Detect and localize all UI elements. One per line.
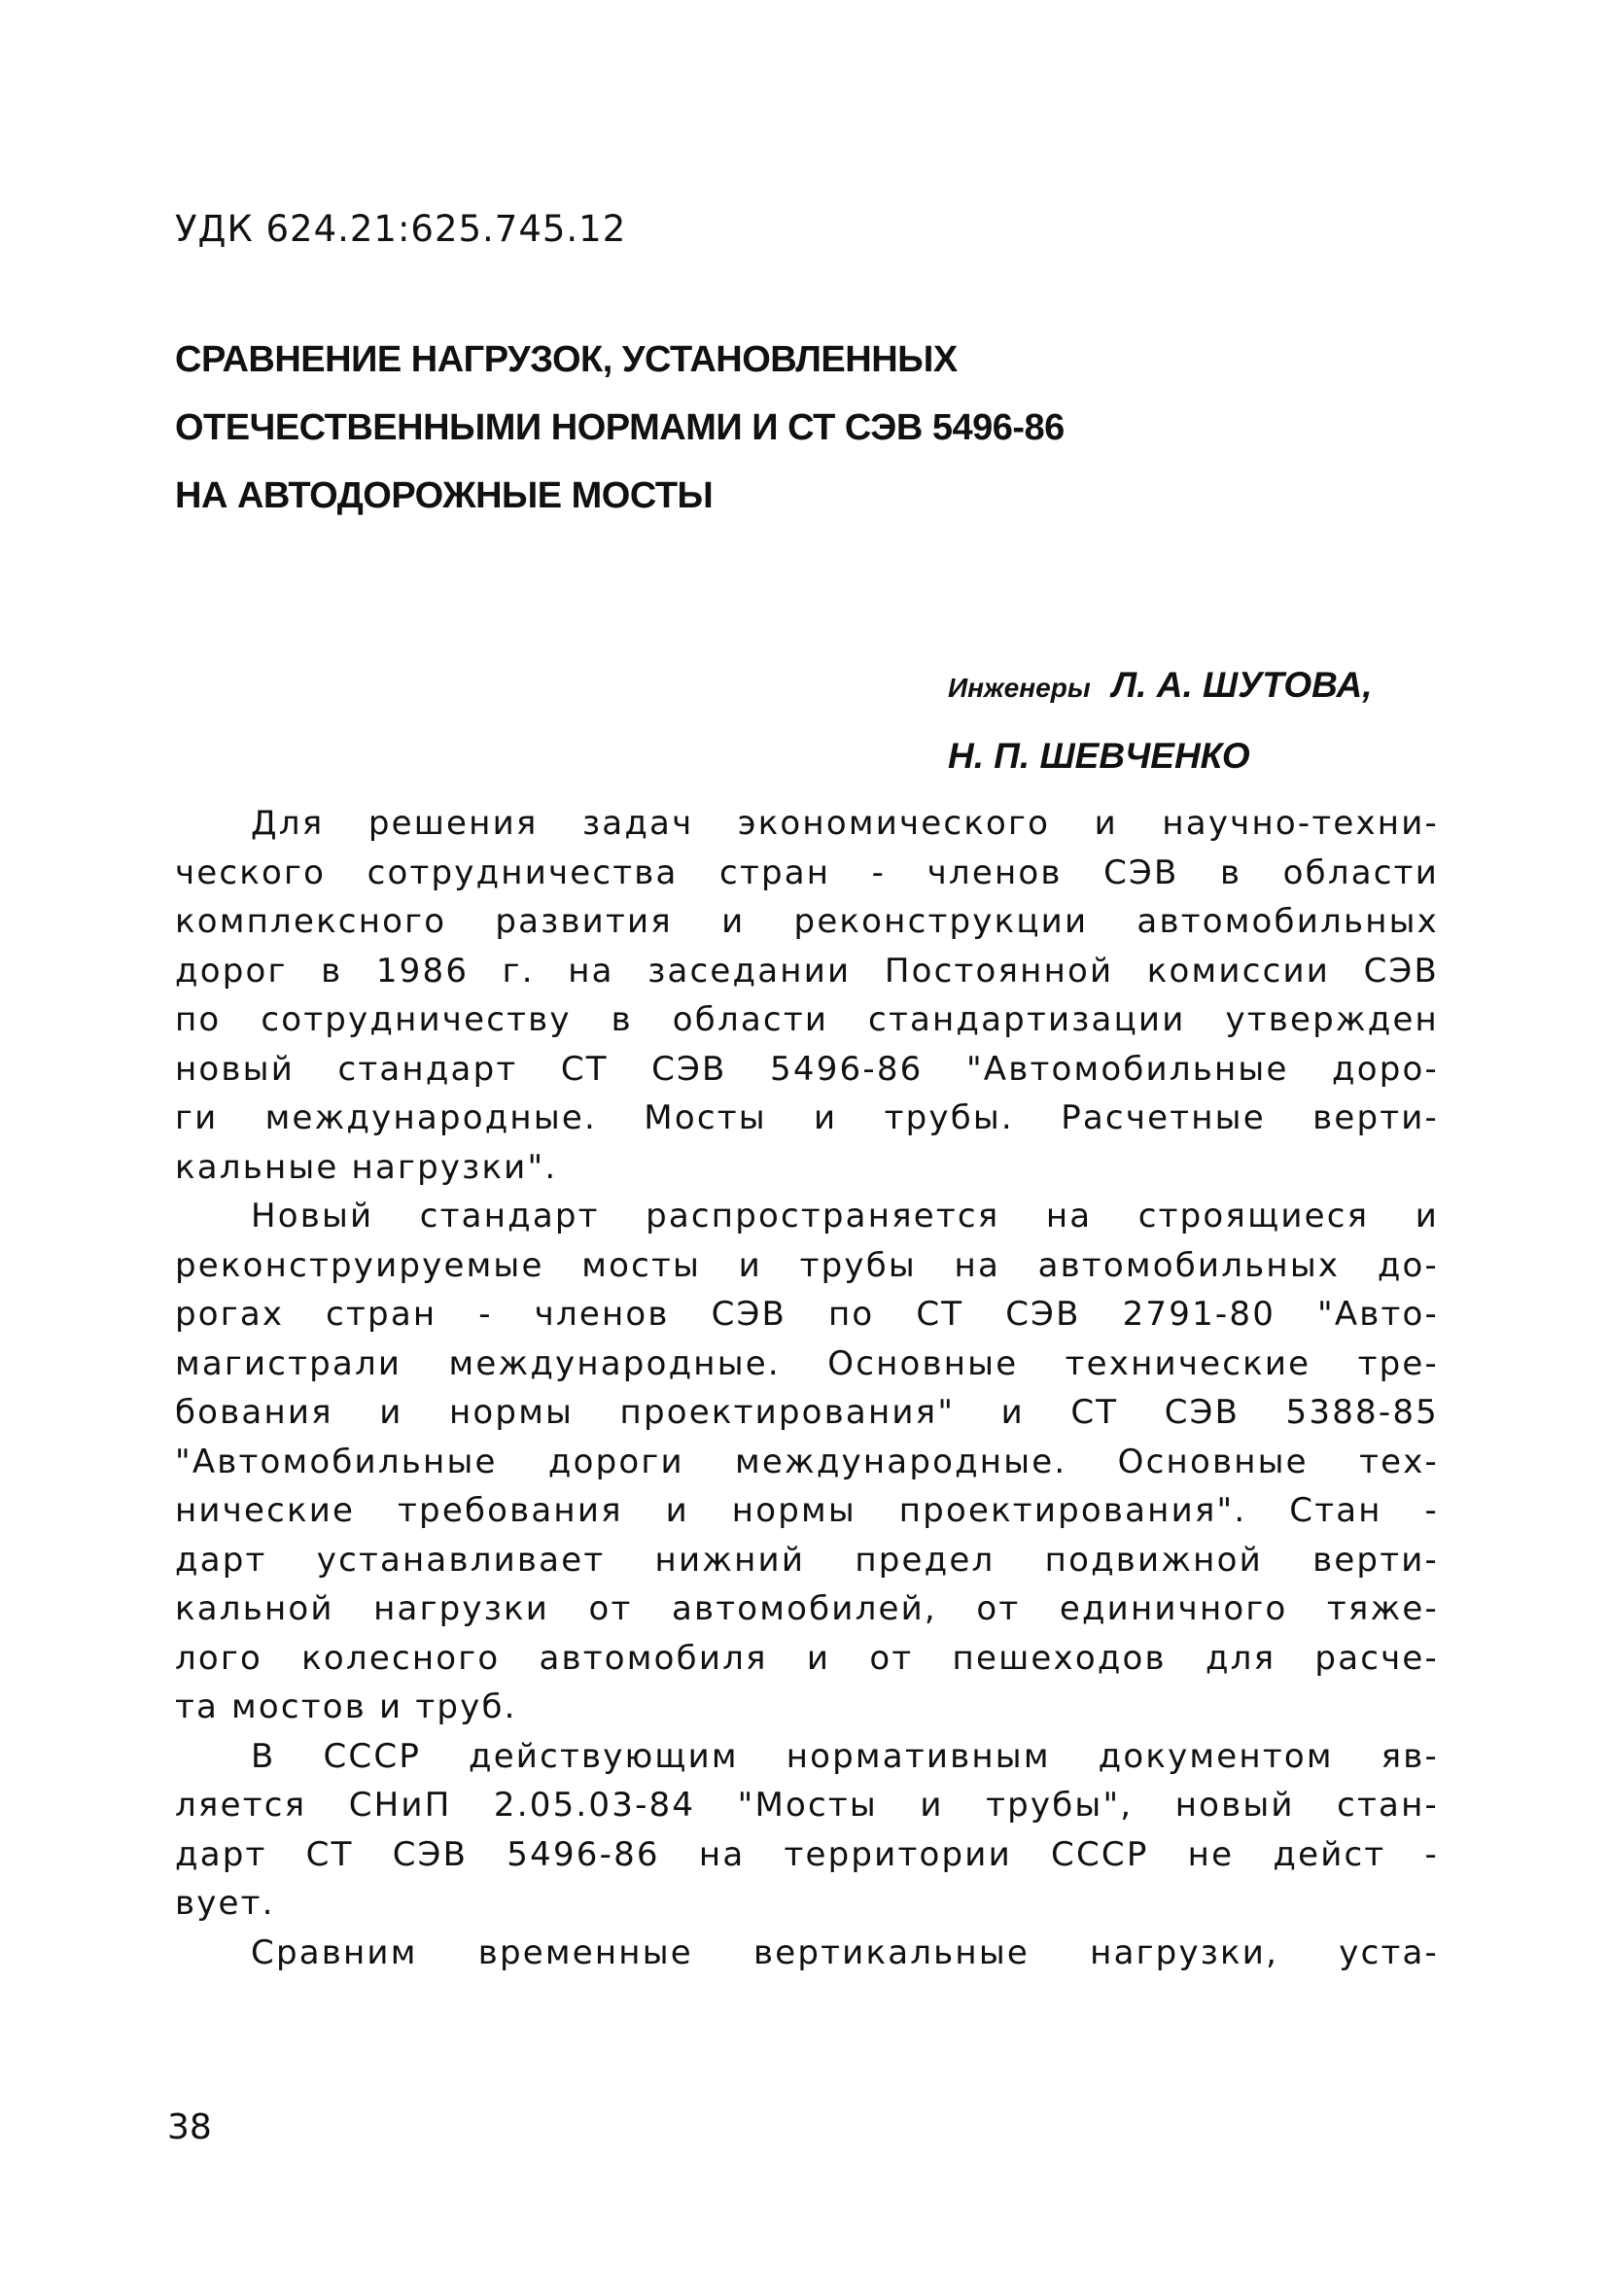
author-name-2: Н. П. ШЕВЧЕНКО [948,736,1250,776]
title-line: ОТЕЧЕСТВЕННЫМИ НОРМАМИ И СТ СЭВ 5496-86 [175,407,1065,448]
title-line: НА АВТОДОРОЖНЫЕ МОСТЫ [175,475,714,516]
page-number: 38 [167,2107,212,2147]
article-title [175,326,1244,530]
body-line: лого колесного автомобиля и от пешеходов для расче- [175,1638,1439,1678]
body-line: Сравним временные вертикальные нагрузки, уста- [251,1932,1439,1972]
body-line: нические требования и нормы проектирования". Стан - [175,1491,1439,1530]
body-line: дарт устанавливает нижний предел подвижной верти- [175,1540,1439,1580]
udk-code: УДК 624.21:625.745.12 [175,208,627,250]
body-line: вует. [175,1884,275,1923]
author-role: Инженеры [948,673,1091,703]
body-line: Новый стандарт распространяется на строящиеся и [251,1197,1439,1235]
author-line-1 [948,651,1373,722]
body-line: ческого сотрудничества стран - членов СЭВ в области [175,852,1439,892]
body-line: кальной нагрузки от автомобилей, от единичного тяже- [175,1589,1439,1628]
body-line: новый стандарт СТ СЭВ 5496-86 "Автомобильные доро- [175,1049,1439,1089]
authors-block [948,651,1373,790]
body-line: та мостов и труб. [175,1687,517,1726]
article-body [175,799,1439,1977]
body-line: В СССР действующим нормативным документом яв- [251,1736,1439,1776]
body-line: Для решения задач экономического и научно-техни- [251,804,1439,843]
body-line: по сотрудничеству в области стандартизации утвержден [175,1000,1439,1039]
body-line: магистрали международные. Основные технические тре- [175,1343,1439,1383]
body-line: реконструируемые мосты и трубы на автомобильных до- [175,1245,1439,1285]
body-line: дорог в 1986 г. на заседании Постоянной комиссии СЭВ [175,951,1439,991]
body-line: рогах стран - членов СЭВ по СТ СЭВ 2791-80 "Авто- [175,1295,1439,1334]
title-line: СРАВНЕНИЕ НАГРУЗОК, УСТАНОВЛЕННЫХ [175,339,958,380]
body-line: "Автомобильные дороги международные. Основные тех- [175,1442,1439,1481]
body-line: кальные нагрузки". [175,1147,558,1187]
body-line: ляется СНиП 2.05.03-84 "Мосты и трубы", новый стан- [175,1786,1439,1825]
body-line: дарт СТ СЭВ 5496-86 на территории СССР не дейст - [175,1834,1439,1874]
body-line: бования и нормы проектирования" и СТ СЭВ 5388-85 [175,1393,1439,1432]
body-line: ги международные. Мосты и трубы. Расчетные верти- [175,1098,1439,1137]
author-name-1: Л. А. ШУТОВА, [1111,665,1373,705]
body-line: комплексного развития и реконструкции автомобильных [175,902,1439,941]
